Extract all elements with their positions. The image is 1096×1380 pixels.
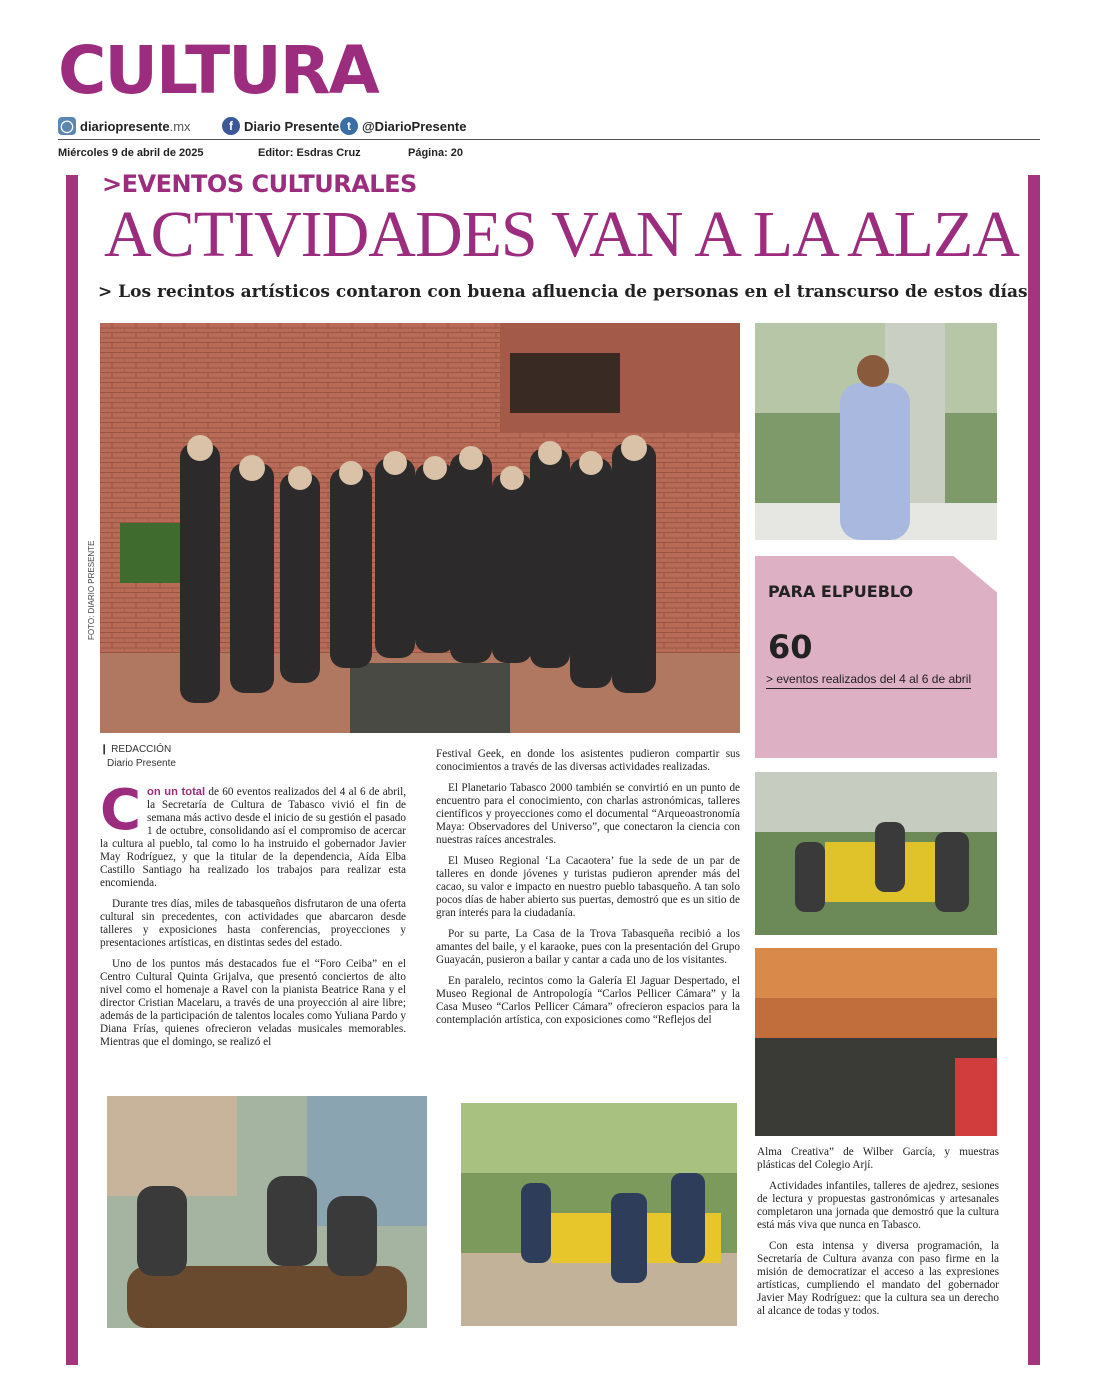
twitter-handle: @DiarioPresente <box>362 118 467 134</box>
twitter-link[interactable] <box>340 116 466 136</box>
paragraph: Actividades infantiles, talleres de ajedrez, sesiones de lectura y propuestas gastronómicas y artesanales completaron una jornada que demostró que la cultura está más viva que nunca en Tabasco. <box>757 1179 999 1231</box>
site-tld: .mx <box>169 118 191 134</box>
paragraph: El Planetario Tabasco 2000 también se convirtió en un punto de encuentro para el conocimiento, con charlas astronómicas, talleres científicos y proyecciones como el documental “Arqueoastronomía Maya: Observadores del Universo”, que conectaron la ciencia con nuestras raíces ancestrales. <box>436 781 740 846</box>
paragraph <box>100 778 406 890</box>
diariopresente-logo-icon: ◯ <box>58 117 76 135</box>
article-subhead: > Los recintos artísticos contaron con buena afluencia de personas en el transcurso de estos días <box>98 282 1028 302</box>
singer-photo <box>755 323 997 540</box>
lead-words: on un total <box>147 786 206 798</box>
paragraph: Durante tres días, miles de tabasqueños disfrutaron de una oferta cultural sin precedentes, con actividades que abarcaron desde talleres y exposiciones hasta conferencias, proyecciones y presentaciones artísticas, en distintas sedes del estado. <box>100 897 406 949</box>
paragraph-text: de 60 eventos realizados del 4 al 6 de abril, la Secretaría de Cultura de Tabasco vivió el fin de semana más activo desde el inicio de su gestión el pasado 1 de octubre, consolidando así el compromiso de acercar la cultura al pueblo, tal como lo ha instruido el gobernador Javier May Rodríguez, y que la titular de la dependencia, Aída Elba Castillo Santiago ha realizado los trabajos para realizar esta encomienda. <box>100 786 406 889</box>
facebook-handle: Diario Presente <box>244 118 340 134</box>
factbox-title: PARA ELPUEBLO <box>768 582 914 601</box>
paragraph: En paralelo, recintos como la Galería El Jaguar Despertado, el Museo Regional de Antropología “Carlos Pellicer Cámara” y la Casa Museo “Carlos Pellicer Cámara” ofrecieron espacios para la contemplación artística, con exposiciones como “Reflejos del <box>436 974 740 1026</box>
cacao-workshop-photo <box>107 1096 427 1328</box>
article-headline: ACTIVIDADES VAN A LA ALZA <box>104 198 1019 271</box>
outdoor-tables-photo <box>461 1103 737 1326</box>
factbox-description-text: eventos realizados del 4 al 6 de abril <box>776 672 972 686</box>
factbox-number: 60 <box>768 628 813 666</box>
article-column-1 <box>100 778 406 1057</box>
factbox-description: > eventos realizados del 4 al 6 de abril <box>766 672 971 689</box>
paragraph: Por su parte, La Casa de la Trova Tabasqueña recibió a los amantes del baile, y el karaoke, pues con la presentación del Grupo Guayacán, pusieron a bailar y cantar a cada uno de los visitantes. <box>436 927 740 966</box>
main-group-photo <box>100 323 740 733</box>
audience-photo <box>755 948 997 1136</box>
byline <box>100 743 176 770</box>
byline-outlet: Diario Presente <box>107 757 176 769</box>
site-name: diariopresente <box>80 118 170 134</box>
facebook-icon: f <box>222 117 240 135</box>
facebook-link[interactable] <box>222 116 339 136</box>
site-brand[interactable] <box>58 116 191 136</box>
page-number: Página: 20 <box>408 147 464 159</box>
editor-credit: Editor: Esdras Cruz <box>258 147 361 159</box>
issue-date: Miércoles 9 de abril de 2025 <box>58 147 204 159</box>
article-kicker: >EVENTOS CULTURALES <box>102 170 417 198</box>
byline-author: ❙ REDACCIÓN <box>100 744 172 755</box>
left-accent-bar <box>66 175 78 1365</box>
right-accent-bar <box>1028 175 1040 1365</box>
paragraph: Festival Geek, en donde los asistentes pudieron compartir sus conocimientos a través de las diversas actividades realizadas. <box>436 748 740 773</box>
paragraph: Uno de los puntos más destacados fue el “Foro Ceiba” en el Centro Cultural Quinta Grijalva, que presentó conciertos de alto nivel como el homenaje a Ravel con la pianista Beatrice Rana y el director Cristian Macelaru, a través de una proyección al aire libre; además de la participación de talentos locales como Yuliana Pardo y Diana Frías, quienes ofrecieron veladas musicales memorables. Mientras que el domingo, se realizó el <box>100 957 406 1048</box>
chess-workshop-photo <box>755 772 997 935</box>
header-rule <box>58 139 1040 140</box>
article-column-3 <box>757 1146 999 1326</box>
section-title: CULTURA <box>58 32 378 109</box>
paragraph: El Museo Regional ‘La Cacaotera’ fue la sede de un par de talleres en donde jóvenes y turistas pudieron aprender más del cacao, su valor e impacto en nuestro pueblo tabasqueño. A tan solo pocos días de haber abierto sus puertas, demostró que es un sitio de gran interés para la ciudadanía. <box>436 854 740 919</box>
photo-credit: FOTO: DIARIO PRESENTE <box>87 540 96 640</box>
paragraph: Con esta intensa y diversa programación, la Secretaría de Cultura avanza con paso firme en la misión de democratizar el acceso a las expresiones artísticas, cumpliendo el mandato del gobernador Javier May Rodríguez: que la cultura sea un derecho al alcance de todas y todos. <box>757 1239 999 1317</box>
article-column-2 <box>436 748 740 1035</box>
paragraph: Alma Creativa” de Wilber García, y muestras plásticas del Colegio Arjí. <box>757 1146 999 1171</box>
byline-author-name: REDACCIÓN <box>111 744 172 755</box>
dropcap: C <box>100 778 142 843</box>
subhead-text: Los recintos artísticos contaron con buena afluencia de personas en el transcurso de estos días <box>118 282 1028 302</box>
kicker-label: EVENTOS CULTURALES <box>121 170 417 198</box>
twitter-icon: t <box>340 117 358 135</box>
